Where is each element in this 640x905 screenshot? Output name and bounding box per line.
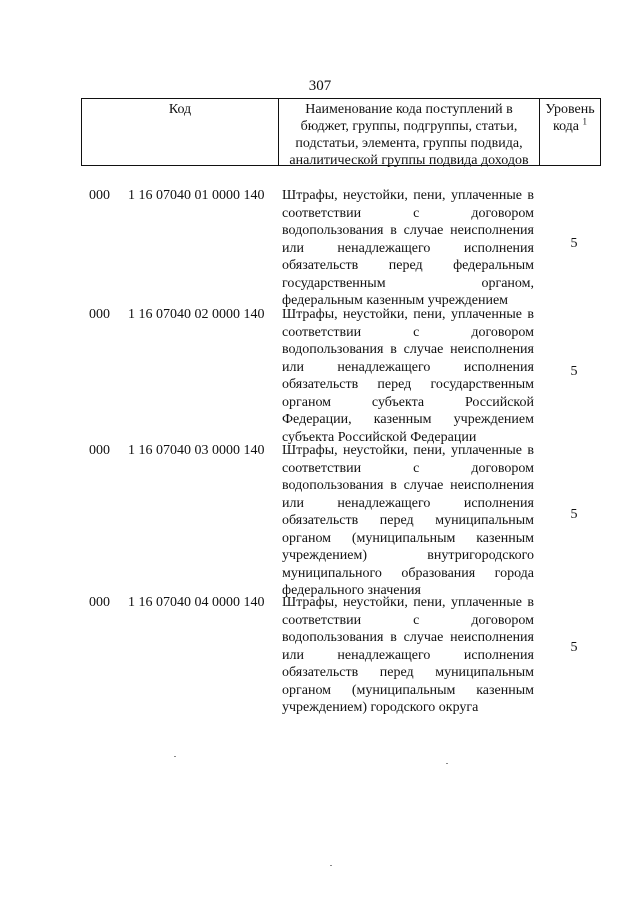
description-line: Штрафы, неустойки, пени, уплаченные в xyxy=(282,595,534,610)
table-header xyxy=(81,98,601,166)
revenue-description xyxy=(282,306,534,446)
code-level: 5 xyxy=(570,507,578,522)
header-level-line xyxy=(540,118,600,135)
revenue-code: 1 16 07040 02 0000 140 xyxy=(128,307,265,322)
description-line: водопользования в случае неисполнения xyxy=(282,478,534,493)
description-line: учреждением) внутригородского xyxy=(282,548,534,563)
page-number: 307 xyxy=(308,78,332,94)
description-line: соответствии с договором xyxy=(282,324,534,340)
description-line: Федерации, казенным учреждением xyxy=(282,412,534,427)
revenue-description xyxy=(282,187,534,310)
admin-code: 000 xyxy=(89,307,110,322)
description-line: или ненадлежащего исполнения xyxy=(282,647,534,663)
description-line: органом (муниципальным казенным xyxy=(282,530,534,546)
revenue-description xyxy=(282,594,534,717)
header-code-cell xyxy=(82,99,279,165)
description-line: или ненадлежащего исполнения xyxy=(282,495,534,511)
code-level: 5 xyxy=(570,640,578,655)
header-name-cell xyxy=(279,99,540,168)
description-line: водопользования в случае неисполнения xyxy=(282,342,534,357)
description-line: обязательств перед государственным xyxy=(282,377,534,392)
description-line: учреждением) городского округа xyxy=(282,700,479,715)
header-name-line: подстатьи, элемента, группы подвида, xyxy=(295,136,523,151)
header-level-line: Уровень xyxy=(545,102,595,117)
header-level-cell xyxy=(540,99,600,165)
description-line: Штрафы, неустойки, пени, уплаченные в xyxy=(282,188,534,203)
header-code-label: Код xyxy=(168,102,192,117)
code-level: 5 xyxy=(570,236,578,251)
description-line: обязательств перед федеральным xyxy=(282,258,534,273)
footnote-marker: 1 xyxy=(582,116,588,127)
revenue-description xyxy=(282,442,534,600)
description-line: субъекта Российской Федерации xyxy=(282,429,477,445)
description-line: соответствии с договором xyxy=(282,460,534,476)
description-line: водопользования в случае неисполнения xyxy=(282,223,534,238)
description-line: муниципального образования города xyxy=(282,565,534,581)
description-line: или ненадлежащего исполнения xyxy=(282,359,534,375)
scan-speck xyxy=(174,756,176,757)
header-name-line: аналитической группы подвида доходов xyxy=(289,153,529,168)
description-line: федеральным казенным учреждением xyxy=(282,293,509,308)
admin-code: 000 xyxy=(89,188,110,203)
scan-speck xyxy=(330,865,332,866)
description-line: Штрафы, неустойки, пени, уплаченные в xyxy=(282,307,534,322)
revenue-code: 1 16 07040 04 0000 140 xyxy=(128,595,265,610)
revenue-code: 1 16 07040 03 0000 140 xyxy=(128,443,265,458)
code-level: 5 xyxy=(570,364,578,379)
description-line: обязательств перед муниципальным xyxy=(282,665,534,680)
description-line: органом (муниципальным казенным xyxy=(282,682,534,698)
description-line: Штрафы, неустойки, пени, уплаченные в xyxy=(282,443,534,458)
header-level-word: кода xyxy=(552,119,580,134)
description-line: государственным органом, xyxy=(282,275,534,291)
header-name-line: бюджет, группы, подгруппы, статьи, xyxy=(300,119,518,134)
scan-speck xyxy=(446,763,448,764)
description-line: федерального значения xyxy=(282,583,421,598)
revenue-code: 1 16 07040 01 0000 140 xyxy=(128,188,265,203)
admin-code: 000 xyxy=(89,443,110,458)
description-line: или ненадлежащего исполнения xyxy=(282,240,534,256)
description-line: соответствии с договором xyxy=(282,205,534,221)
description-line: обязательств перед муниципальным xyxy=(282,513,534,528)
description-line: органом субъекта Российской xyxy=(282,394,534,410)
admin-code: 000 xyxy=(89,595,110,610)
description-line: соответствии с договором xyxy=(282,612,534,628)
description-line: водопользования в случае неисполнения xyxy=(282,630,534,645)
header-name-line: Наименование кода поступлений в xyxy=(305,102,513,117)
